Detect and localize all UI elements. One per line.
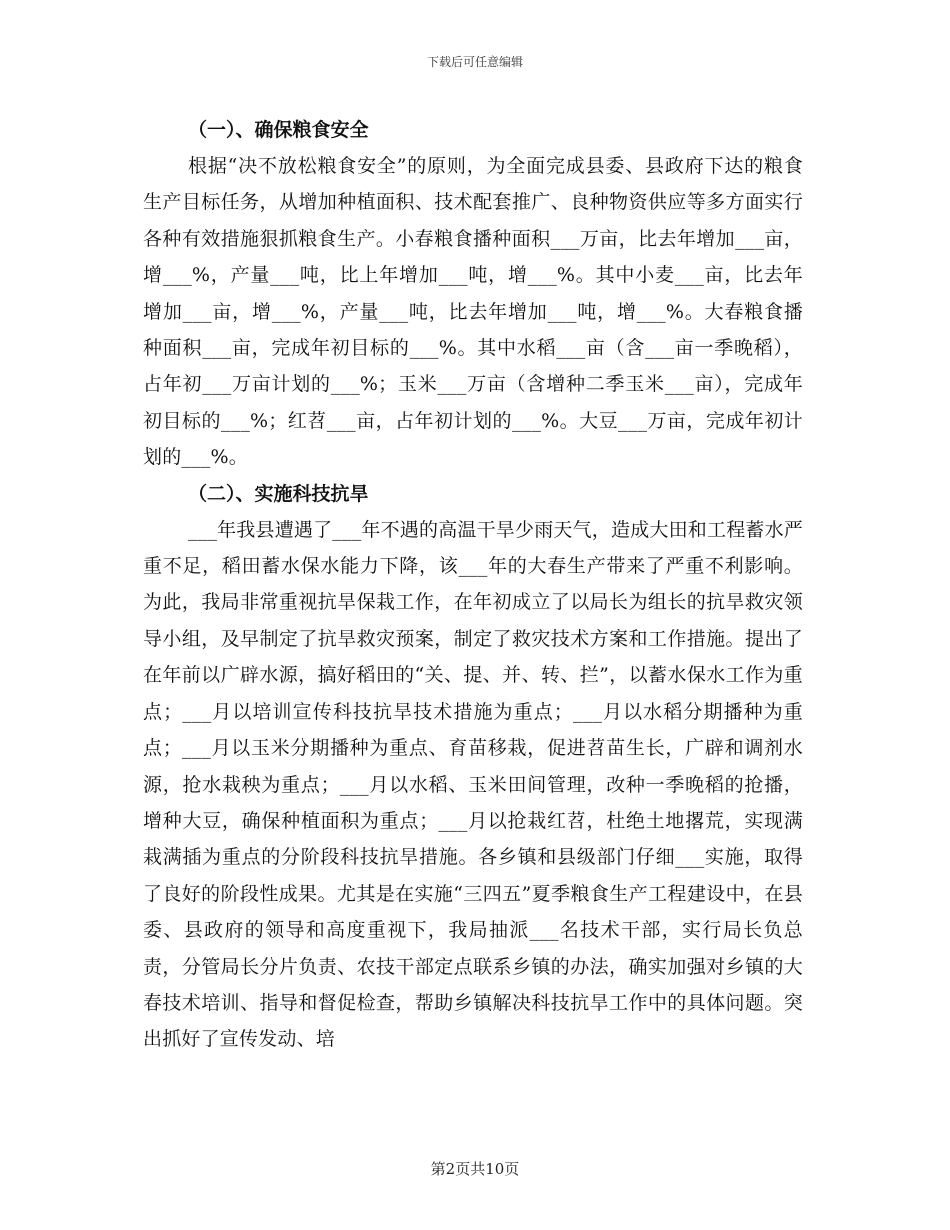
section-heading-2: （二）、实施科技抗旱 [188, 482, 369, 505]
section-heading-1: （一）、确保粮食安全 [188, 119, 369, 141]
document-body [143, 112, 803, 1058]
page-header: 下载后可任意编辑 [426, 55, 523, 69]
section-paragraph-1: 根据“决不放松粮食安全”的原则，为全面完成县委、县政府下达的粮食生产目标任务，从增加种植面积、技术配套推广、良种物资供应等多方面实行各种有效措施狠抓粮食生产。小春粮食播种面积___万亩，比去年增加___亩，增___%，产量___吨，比上年增加___吨，增___%。其中小麦___亩，比去年增加___亩，增___%，产量___吨，比去年增加___吨，增___%。大春粮食播种面积___亩，完成年初目标的___%。其中水稻___亩（含___亩一季晚稻），占年初___万亩计划的___%；玉米___万亩（含增种二季玉米___亩），完成年初目标的___%；红苕___亩，占年初计划的___%。大豆___万亩，完成年初计划的___%。 [143, 155, 803, 469]
page-number: 第2页共10页 [430, 1160, 520, 1178]
section-paragraph-2: ___年我县遭遇了___年不遇的高温干旱少雨天气，造成大田和工程蓄水严重不足，稻田蓄水保水能力下降，该___年的大春生产带来了严重不利影响。为此，我局非常重视抗旱保栽工作，在年初成立了以局长为组长的抗旱救灾领导小组，及早制定了抗旱救灾预案，制定了救灾技术方案和工作措施。提出了在年前以广辟水源，搞好稻田的“关、提、并、转、拦”，以蓄水保水工作为重点；___月以培训宣传科技抗旱技术措施为重点；___月以水稻分期播种为重点；___月以玉米分期播种为重点、育苗移栽，促进苕苗生长，广辟和调剂水源，抢水栽秧为重点；___月以水稻、玉米田间管理，改种一季晚稻的抢播，增种大豆，确保种植面积为重点；___月以抢栽红苕，杜绝土地撂荒，实现满栽满插为重点的分阶段科技抗旱措施。各乡镇和县级部门仔细___实施，取得了良好的阶段性成果。尤其是在实施“三四五”夏季粮食生产工程建设中，在县委、县政府的领导和高度重视下，我局抽派___名技术干部，实行局长负总责，分管局长分片负责、农技干部定点联系乡镇的办法，确实加强对乡镇的大春技术培训、指导和督促检查，帮助乡镇解决科技抗旱工作中的具体问题。突出抓好了宣传发动、培 [143, 518, 804, 1051]
